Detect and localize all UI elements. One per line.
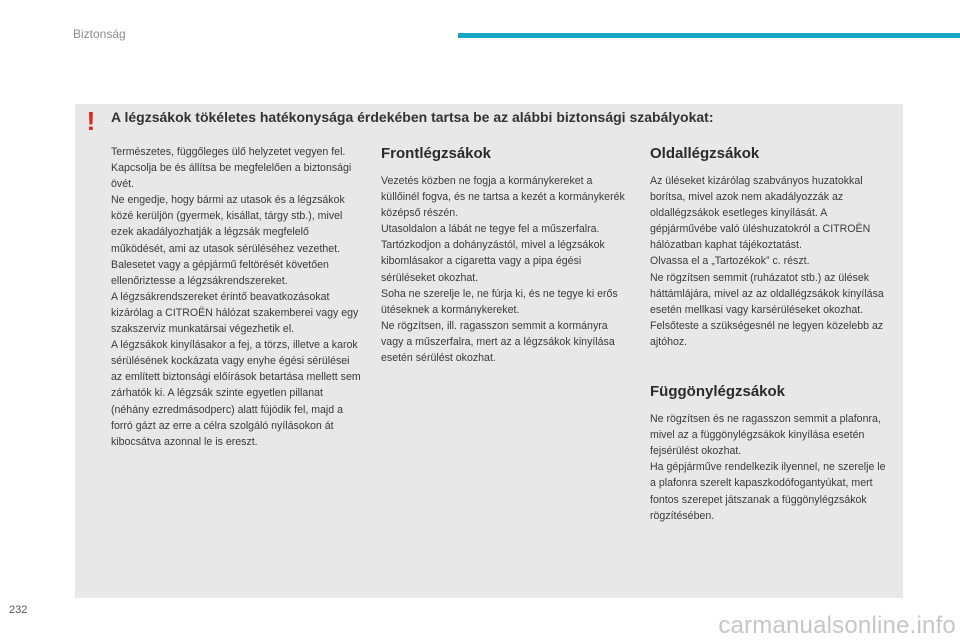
- general-rules-column: [111, 144, 363, 450]
- watermark: carmanualsonline.info: [718, 612, 956, 639]
- general-rule: Természetes, függőleges ülő helyzetet vegyen fel.: [111, 146, 346, 158]
- front-rule: Utasoldalon a lábát ne tegye fel a műszerfalra.: [381, 223, 600, 236]
- curtain-airbags-heading: Függönylégzsákok: [650, 383, 786, 401]
- front-rule: Vezetés közben ne fogja a kormánykereket a küllőinél fogva, és ne tartsa a kezét a kormánykerék középső részén.: [381, 175, 625, 220]
- front-rule: Ne rögzítsen, ill. ragasszon semmit a kormányra vagy a műszerfalra, mert az a légzsákok kinyílása esetén sérülést okozhat.: [381, 319, 615, 365]
- side-curtain-column: [650, 144, 894, 524]
- front-airbags-column: [381, 144, 631, 366]
- general-rule: Kapcsolja be és állítsa be megfelelően a biztonsági övét.: [111, 162, 352, 191]
- general-rule: Ne engedje, hogy bármi az utasok és a légzsákok közé kerüljön (gyermek, kisállat, tárgy stb.), mivel ezek akadályozhatják a légzsák megfelelő működését, ami az utasok sérüléséhez vezethet.: [111, 194, 345, 255]
- curtain-rule: Ha gépjárműve rendelkezik ilyennel, ne szerelje le a plafonra szerelt kapaszkodófogantyúkat, mert fontos szerepet játszanak a függönylégzsákok rögzítésében.: [650, 461, 886, 522]
- general-rule: A légzsákrendszereket érintő beavatkozásokat kizárólag a CITROËN hálózat szakemberei vagy egy szakszerviz munkatársai végezhetik el.: [111, 290, 359, 336]
- general-rule: A légzsákok kinyílásakor a fej, a törzs, illetve a karok sérülésének kockázata vagy enyhe égési sérülései az említett biztonsági előírások betartása mellett sem zárhatók ki. A légzsák szinte egyetlen pillanat (néhány ezredmásodperc) alatt fújódik fel, majd a forró gázt az erre a célra szolgáló nyílásokon át kibocsátva azonnal le is ereszt.: [111, 339, 361, 448]
- page-number: 232: [9, 604, 28, 616]
- side-rule: Az üléseket kizárólag szabványos huzatokkal borítsa, mivel azok nem akadályozzák az oldallégzsákok esetleges kinyílását. A gépjárművébe való üléshuzatokról a CITROËN hálózatban kaphat tájékoztatást.: [650, 175, 871, 252]
- front-rule: Tartózkodjon a dohányzástól, mivel a légzsákok kibomlásakor a cigaretta vagy a pipa égési sérüléseket okozhat.: [381, 239, 605, 284]
- panel-title: A légzsákok tökéletes hatékonysága érdekében tartsa be az alábbi biztonsági szabályokat:: [111, 109, 714, 125]
- warning-icon: !: [86, 106, 96, 136]
- section-label: Biztonság: [73, 27, 126, 41]
- side-rule: Felsőteste a szükségesnél ne legyen közelebb az ajtóhoz.: [650, 319, 884, 348]
- side-rule: Ne rögzítsen semmit (ruházatot stb.) az ülések háttámlájára, mivel az az oldallégzsákok kinyílása esetén mellkasi vagy karsérüléseket okozhat.: [650, 271, 884, 316]
- side-rule: Olvassa el a „Tartozékok” c. részt.: [650, 255, 810, 268]
- side-airbags-heading: Oldallégzsákok: [650, 145, 760, 162]
- header-accent-bar: [458, 33, 960, 38]
- front-rule: Soha ne szerelje le, ne fúrja ki, és ne tegye ki erős ütéseknek a kormánykereket.: [381, 287, 618, 316]
- general-rule: Balesetet vagy a gépjármű feltörését követően ellenőriztesse a légzsákrendszereket.: [111, 258, 329, 287]
- front-airbags-heading: Frontlégzsákok: [381, 145, 492, 162]
- curtain-rule: Ne rögzítsen és ne ragasszon semmit a plafonra, mivel az a függönylégzsákok kinyílása esetén fejsérülést okozhat.: [650, 413, 881, 458]
